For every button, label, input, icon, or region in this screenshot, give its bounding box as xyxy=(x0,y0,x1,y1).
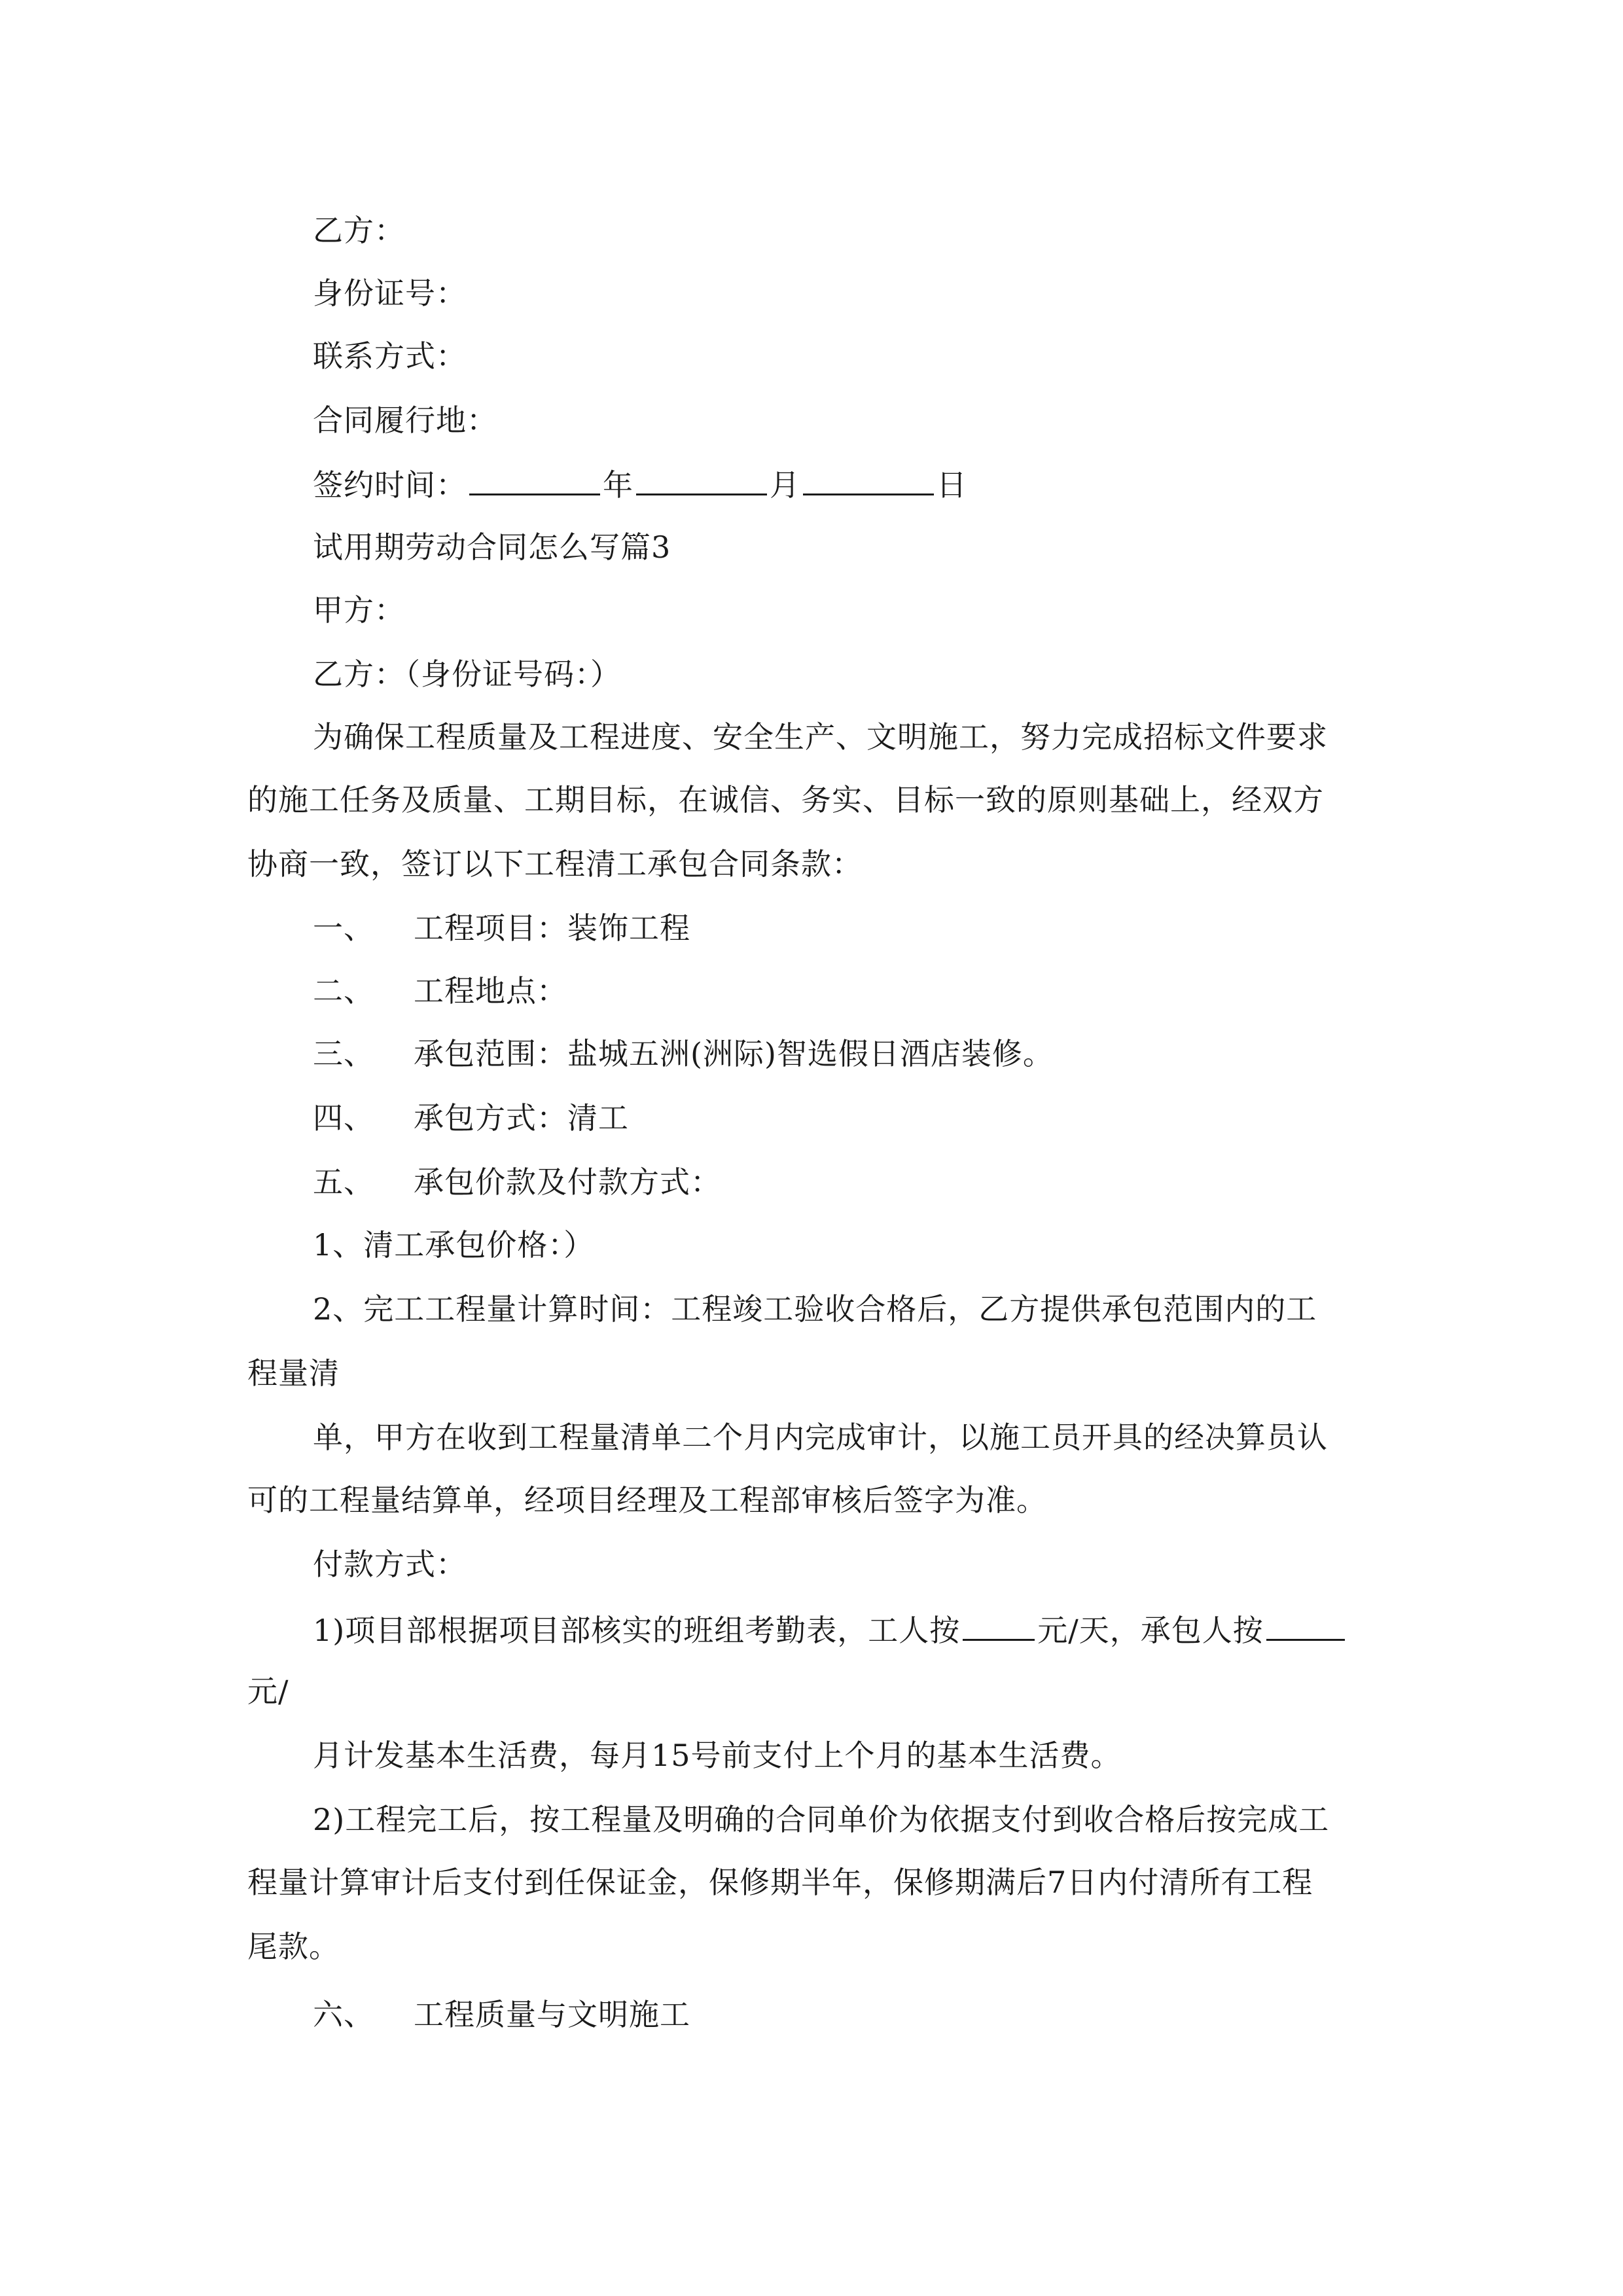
item-1 xyxy=(313,908,1380,948)
intro-line-3 xyxy=(247,844,1380,884)
item-4-text: 承包方式：清工 xyxy=(414,1100,629,1136)
calc-line-4 xyxy=(247,1480,1380,1520)
intro-text-2: 的施工任务及质量、工期目标，在诚信、务实、目标一致的原则基础上，经双方 xyxy=(247,782,1324,817)
pay2-text-3: 尾款。 xyxy=(247,1929,340,1964)
day-label: 日 xyxy=(936,467,967,503)
item-5-text: 承包价款及付款方式： xyxy=(414,1164,721,1200)
calc-text-3: 单，甲方在收到工程量清单二个月内完成审计，以施工员开具的经决算员认 xyxy=(313,1420,1328,1455)
place-label: 合同履行地： xyxy=(313,403,497,438)
item-3-number: 三、 xyxy=(313,1036,374,1071)
pay1-line-3 xyxy=(313,1736,1380,1775)
pay2-line-1 xyxy=(313,1800,1380,1839)
calc-text-4: 可的工程量结算单，经项目经理及工程部审核后签字为准。 xyxy=(247,1482,1047,1518)
calc-line-1 xyxy=(313,1289,1380,1329)
item-6-number: 六、 xyxy=(313,1997,374,2032)
item-2-text: 工程地点： xyxy=(414,973,567,1009)
id-number-line xyxy=(313,274,1380,313)
item-1-text: 工程项目：装饰工程 xyxy=(414,910,690,946)
party-b-id-line xyxy=(313,655,1380,694)
party-a-label: 甲方： xyxy=(313,592,405,628)
price-text: 1、清工承包价格：） xyxy=(313,1227,595,1263)
worker-rate-blank xyxy=(963,1609,1035,1641)
item-5 xyxy=(313,1162,1380,1202)
item-2 xyxy=(313,971,1380,1011)
section-title-text: 试用期劳动合同怎么写篇3 xyxy=(313,529,671,565)
pay-label-line xyxy=(313,1545,1380,1584)
calc-text-1: 2、完工工程量计算时间：工程竣工验收合格后，乙方提供承包范围内的工 xyxy=(313,1291,1317,1327)
pay1-text-c: 元/ xyxy=(247,1674,289,1709)
party-b-id-label: 乙方：（身份证号码：） xyxy=(313,656,621,692)
item-4-number: 四、 xyxy=(313,1100,374,1136)
year-blank xyxy=(469,463,600,495)
pay2-line-3 xyxy=(247,1927,1380,1966)
calc-line-3 xyxy=(313,1418,1380,1457)
intro-line-1 xyxy=(313,717,1380,757)
calc-text-2: 程量清 xyxy=(247,1355,340,1391)
item-1-number: 一、 xyxy=(313,910,374,946)
pay1-text-a: 1)项目部根据项目部核实的班组考勤表，工人按 xyxy=(313,1613,961,1648)
intro-text-1: 为确保工程质量及工程进度、安全生产、文明施工，努力完成招标文件要求 xyxy=(313,719,1328,755)
pay1-text-d: 月计发基本生活费，每月15号前支付上个月的基本生活费。 xyxy=(313,1738,1122,1773)
calc-line-2 xyxy=(247,1354,1380,1393)
item-4 xyxy=(313,1098,1380,1138)
pay1-text-b: 元/天，承包人按 xyxy=(1037,1613,1264,1648)
contact-label: 联系方式： xyxy=(313,338,467,374)
item-3-text: 承包范围：盐城五洲(洲际)智选假日酒店装修。 xyxy=(414,1036,1054,1071)
party-b-label: 乙方： xyxy=(313,213,405,248)
pay1-line-2 xyxy=(247,1672,1380,1711)
contractor-rate-blank xyxy=(1266,1609,1345,1641)
contact-line xyxy=(313,336,1380,376)
pay-label: 付款方式： xyxy=(313,1547,467,1582)
price-line xyxy=(313,1225,1380,1265)
id-number-label: 身份证号： xyxy=(313,276,467,311)
party-a-line xyxy=(313,590,1380,630)
month-blank xyxy=(636,463,767,495)
year-label: 年 xyxy=(603,467,633,503)
pay2-text-2: 程量计算审计后支付到任保证金，保修期半年，保修期满后7日内付清所有工程 xyxy=(247,1865,1313,1900)
pay2-text-1: 2)工程完工后，按工程量及明确的合同单价为依据支付到收合格后按完成工 xyxy=(313,1802,1330,1837)
section-title xyxy=(313,528,1380,567)
item-6 xyxy=(313,1995,1380,2034)
sign-time-line xyxy=(313,463,1380,503)
day-blank xyxy=(803,463,934,495)
month-label: 月 xyxy=(770,467,800,503)
item-6-text: 工程质量与文明施工 xyxy=(414,1997,690,2032)
intro-line-2 xyxy=(247,780,1380,819)
item-5-number: 五、 xyxy=(313,1164,374,1200)
item-2-number: 二、 xyxy=(313,973,374,1009)
place-line xyxy=(313,401,1380,440)
pay1-line-1 xyxy=(313,1609,1380,1648)
item-3 xyxy=(313,1034,1380,1073)
intro-text-3: 协商一致，签订以下工程清工承包合同条款： xyxy=(247,846,863,882)
sign-time-label: 签约时间： xyxy=(313,467,467,503)
party-b-line xyxy=(313,211,1380,250)
pay2-line-2 xyxy=(247,1863,1380,1902)
